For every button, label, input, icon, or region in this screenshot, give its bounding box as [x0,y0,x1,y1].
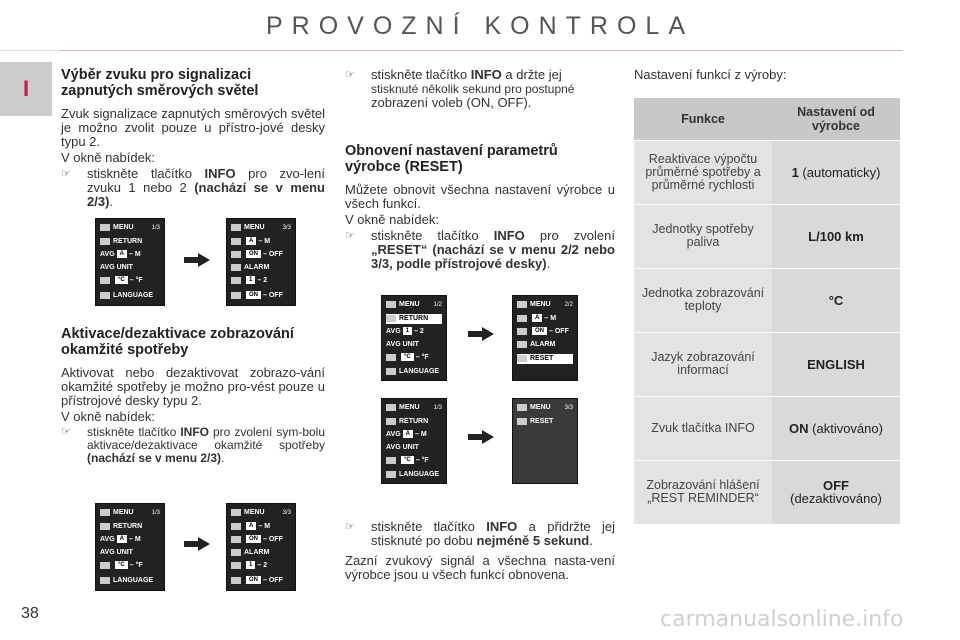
hand-pointer-icon: ☞ [61,426,71,438]
chapter-label: I [22,76,30,101]
screen-row: LANGUAGE [386,470,442,480]
screen-row: MENU 1/3 [386,403,442,413]
screen-row: ALARM [517,340,573,350]
screen-row: °C – °F [386,456,442,466]
table-cell-function: Zobrazování hlášení „REST REMINDER“ [634,460,772,524]
return-icon [100,238,110,245]
text: pro zvolení sym-bolu aktivace/dezaktivace okamžité spotřeby [87,425,326,452]
text-bold: INFO [470,67,502,82]
screen-row: AVG UNIT [100,264,133,271]
table-cell-value: OFF (dezaktivováno) [772,460,900,524]
screen-row: AVG UNIT [386,444,419,451]
column-middle-bottom [345,519,615,584]
return-icon [386,315,396,322]
thermometer-icon [100,562,110,569]
text: zobrazení voleb (ON, OFF). [371,95,532,110]
hand-pointer-icon: ☞ [345,230,355,242]
screen-row: MENU 1/3 [100,223,160,233]
menu-icon [100,224,110,231]
title-rule [60,50,903,51]
text: a držte jej [501,67,562,82]
language-icon [386,368,396,375]
table-header: Nastavení od výrobce [772,98,900,140]
thermometer-icon [100,277,110,284]
table-header-row [634,98,900,140]
consumption-icon [231,577,241,584]
screen-row: RETURN [100,522,160,532]
chapter-tab [0,62,52,116]
text: . [546,256,551,271]
text-bold: INFO [493,228,525,243]
display-menu-1-3 [381,398,447,484]
page-number: 38 [21,605,39,622]
fuel-icon [231,523,241,530]
screen-row: ON – OFF [231,291,291,301]
hand-pointer-icon: ☞ [345,521,355,533]
hand-pointer-icon: ☞ [61,168,71,180]
display-menu-2-3 [226,503,296,591]
table-row [634,140,900,204]
paragraph: V okně nabídek: [61,409,155,424]
text: stiskněte tlačítko [87,425,181,439]
reset-icon [517,355,527,362]
fuel-icon [517,315,527,322]
screen-row: 1 – 2 [231,276,291,286]
table-cell-function: Jednotka zobrazování teploty [634,268,772,332]
arrow-right-icon [468,430,494,444]
screen-row: MENU 3/3 [231,508,291,518]
display-menu-2-3 [226,218,296,306]
alarm-icon [231,549,241,556]
menu-icon [386,404,396,411]
screen-row: LANGUAGE [100,576,160,586]
screen-row: 1 – 2 [231,561,291,571]
list-item [61,426,325,465]
screen-row: °C – °F [386,353,442,363]
screen-row: A – M [231,522,291,532]
list-item [345,68,615,110]
menu-icon [231,509,241,516]
table-header: Funkce [634,98,772,140]
screen-row: MENU 3/3 [231,223,291,233]
menu-icon [100,509,110,516]
table-cell-function: Zvuk tlačítka INFO [634,396,772,460]
table-cell-value: ON (aktivováno) [772,396,900,460]
text: pro zvolení [524,228,615,243]
language-icon [100,577,110,584]
screen-row: AVG A – M [386,431,427,438]
list-item [61,167,325,209]
language-icon [386,471,396,478]
alarm-icon [517,341,527,348]
arrow-right-icon [468,327,494,341]
screen-row: MENU 3/3 [517,403,573,413]
screen-row: ON – OFF [231,250,291,260]
text: stiskněte tlačítko [371,519,487,534]
table-cell-function: Jednotky spotřeby paliva [634,204,772,268]
return-icon [386,418,396,425]
menu-icon [517,404,527,411]
sound-icon [231,251,241,258]
alarm-icon [231,264,241,271]
table-cell-value: L/100 km [772,204,900,268]
column-left [61,67,325,209]
turn-signal-icon [231,562,241,569]
consumption-icon [231,292,241,299]
screen-row: ON – OFF [231,576,291,586]
text-bold: „RESET“ (nachází se v menu 2/2 nebo 3/3, podle přístrojové desky) [371,242,615,271]
paragraph: Aktivovat nebo dezaktivovat zobrazo-vání okamžité spotřeby je možno pro-vést pouze u přístrojové desky typu 2. [61,365,325,408]
text-bold: INFO [486,519,518,534]
menu-icon [517,301,527,308]
screen-row: ON – OFF [231,535,291,545]
reset-icon [517,418,527,425]
thermometer-icon [386,457,396,464]
text-bold: INFO [180,425,210,439]
section-title-instant-consumption: Aktivace/dezaktivace zobrazování okamžité spotřeby [61,326,294,358]
sound-icon [517,328,527,335]
screen-row: °C – °F [100,561,160,571]
screen-row: ON – OFF [517,327,573,337]
text: . [109,194,114,209]
paragraph: V okně nabídek: [61,150,155,165]
sound-icon [231,536,241,543]
arrow-right-icon [184,253,210,267]
screen-row: RETURN [386,417,442,427]
turn-signal-icon [231,277,241,284]
text: . [221,451,225,465]
text: stiskněte tlačítko [371,228,494,243]
section-title-turn-signal-sound: Výběr zvuku pro signalizaci zapnutých směrových světel [61,67,259,99]
thermometer-icon [386,354,396,361]
text-bold: nejméně 5 sekund [476,533,590,548]
text-bold: (nachází se v menu 2/3) [87,180,325,209]
title-rule-left [0,50,60,51]
display-menu-2-2 [512,295,578,381]
display-menu-3-3 [512,398,578,484]
text: stiskněte tlačítko [371,67,471,82]
return-icon [100,523,110,530]
screen-row: MENU 2/2 [517,300,573,310]
screen-row: LANGUAGE [100,291,160,301]
screen-row: RETURN [100,237,160,247]
text: stiskněte tlačítko [87,166,205,181]
table-row [634,396,900,460]
screen-row: MENU 1/3 [100,508,160,518]
screen-row: A – M [231,237,291,247]
screen-row: MENU 1/2 [386,300,442,310]
hand-pointer-icon: ☞ [345,69,355,81]
screen-row: RESET [517,417,573,427]
paragraph: V okně nabídek: [345,212,439,227]
list-item [345,520,615,548]
table-row [634,460,900,524]
paragraph: Můžete obnovit všechna nastavení výrobce u všech funkcí. [345,182,615,211]
section-title-reset: Obnovení nastavení parametrů výrobce (RESET) [345,143,558,175]
page-title: PROVOZNÍ KONTROLA [265,12,695,40]
screen-row: AVG A – M [100,251,141,258]
menu-icon [386,301,396,308]
screen-row-selected: RESET [517,354,573,364]
screen-row: °C – °F [100,276,160,286]
display-menu-1-3 [95,503,165,591]
column-left-section2 [61,326,325,465]
arrow-right-icon [184,537,210,551]
display-menu-1-3 [95,218,165,306]
screen-row-selected: RETURN [386,314,442,324]
table-cell-value: °C [772,268,900,332]
screen-row: ALARM [231,548,291,558]
screen-row: AVG 1 – 2 [386,328,424,335]
text: pro zvo-lení zvuku 1 nebo 2 [87,166,325,195]
table-cell-function: Jazyk zobrazování informací [634,332,772,396]
table-row [634,204,900,268]
text: a přidržte jej stisknuté po dobu [371,519,615,548]
display-menu-1-2 [381,295,447,381]
screen-row: AVG A – M [100,536,141,543]
screen-row: A – M [517,314,573,324]
fuel-icon [231,238,241,245]
text-bold: INFO [204,166,236,181]
menu-icon [231,224,241,231]
text: stisknuté několik sekund pro postupné [371,82,575,96]
text: . [589,533,593,548]
screen-row: AVG UNIT [100,549,133,556]
text-bold: (nachází se v menu 2/3) [87,451,222,465]
column-middle [345,67,615,271]
table-row [634,268,900,332]
watermark: carmanualsonline.info [660,607,904,632]
list-item [345,229,615,271]
table-intro: Nastavení funkcí z výroby: [634,67,787,82]
screen-row: LANGUAGE [386,367,442,377]
table-cell-function: Reaktivace výpočtu průměrné spotřeby a průměrné rychlosti [634,140,772,204]
table-cell-value: ENGLISH [772,332,900,396]
language-icon [100,292,110,299]
paragraph: Zazní zvukový signál a všechna nasta-vení výrobce jsou u všech funkcí obnovena. [345,553,615,582]
table-row [634,332,900,396]
paragraph: Zvuk signalizace zapnutých směrových světel je možno zvolit pouze u přístro-jové desky typu 2. [61,106,325,149]
screen-row: ALARM [231,263,291,273]
factory-settings-table [634,98,900,525]
table-cell-value: 1 (automaticky) [772,140,900,204]
screen-row: AVG UNIT [386,341,419,348]
